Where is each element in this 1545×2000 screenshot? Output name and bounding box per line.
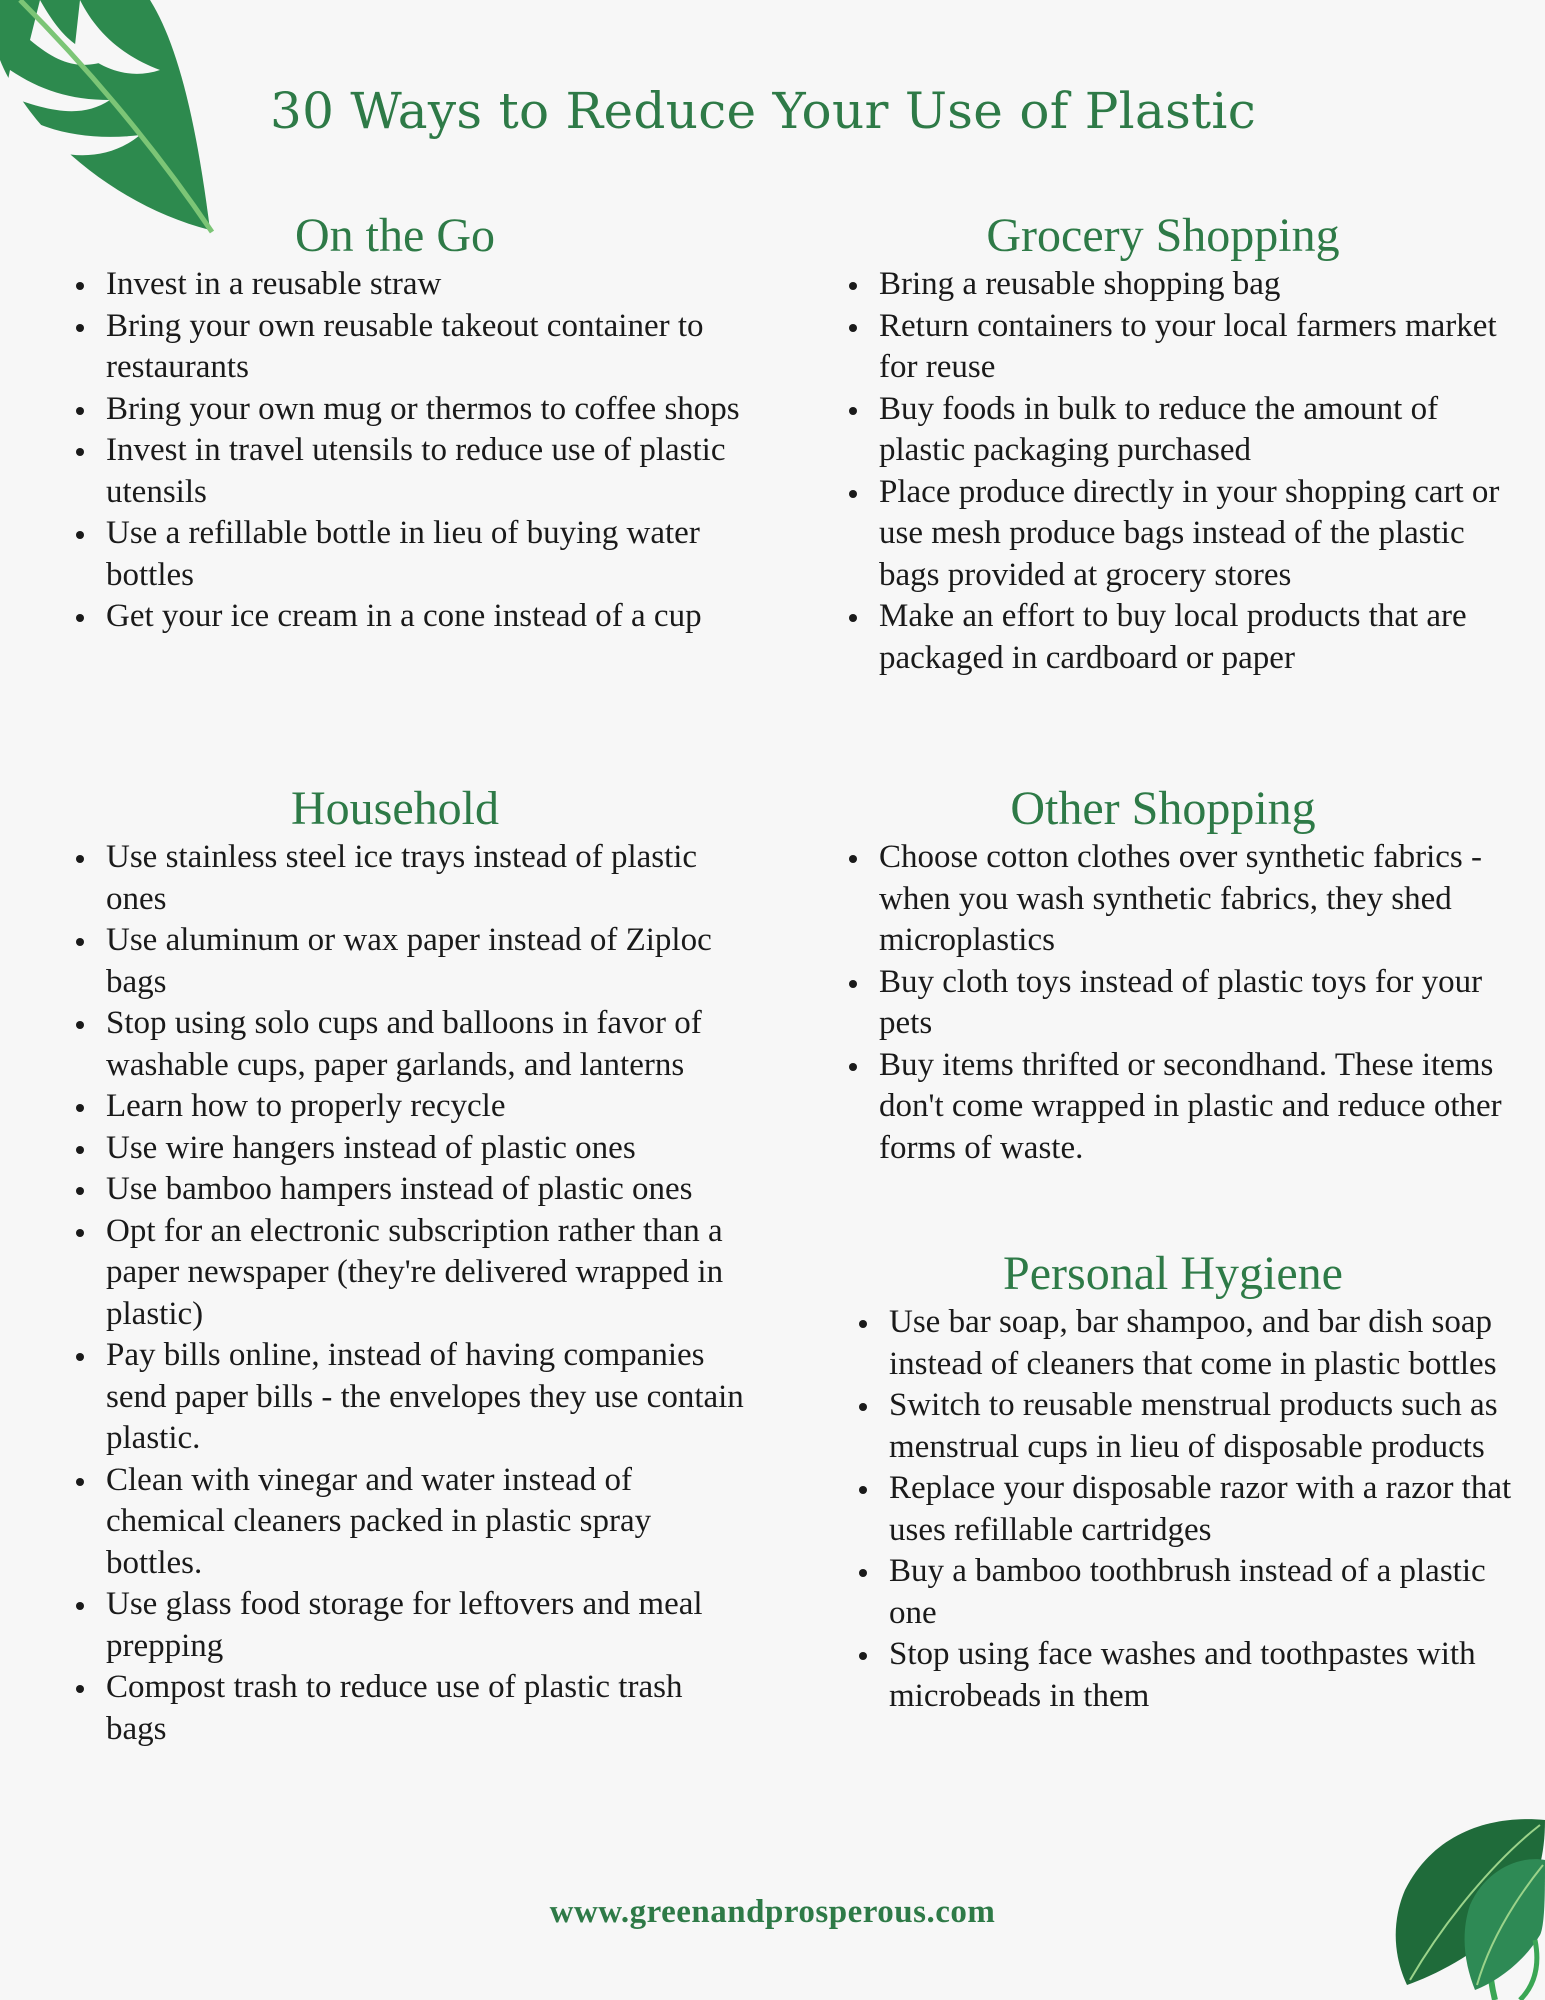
section-heading: Other Shopping [1010,782,1316,835]
list-item: Learn how to properly recycle [106,1086,750,1128]
list-item: Bring your own reusable takeout container to restaurants [106,306,740,389]
tip-list [70,837,750,1750]
list-item: Opt for an electronic subscription rather than a paper newspaper (they're delivered wrapped in plastic) [106,1211,750,1336]
section-personal-hygiene [853,1246,1533,1717]
tip-list [843,264,1523,679]
list-item: Buy a bamboo toothbrush instead of a plastic one [889,1551,1533,1634]
list-item: Clean with vinegar and water instead of chemical cleaners packed in plastic spray bottles. [106,1460,750,1585]
list-item: Buy foods in bulk to reduce the amount of plastic packaging purchased [879,389,1523,472]
tip-list [70,264,740,638]
tip-list [853,1302,1533,1717]
section-heading: On the Go [295,209,495,262]
list-item: Pay bills online, instead of having companies send paper bills - the envelopes they use contain plastic. [106,1335,750,1460]
list-item: Place produce directly in your shopping cart or use mesh produce bags instead of the plastic bags provided at grocery stores [879,472,1523,597]
list-item: Use bar soap, bar shampoo, and bar dish soap instead of cleaners that come in plastic bottles [889,1302,1533,1385]
list-item: Bring your own mug or thermos to coffee shops [106,389,740,431]
list-item: Buy items thrifted or secondhand. These items don't come wrapped in plastic and reduce other forms of waste. [879,1045,1523,1170]
list-item: Return containers to your local farmers market for reuse [879,306,1523,389]
list-item: Invest in travel utensils to reduce use of plastic utensils [106,430,740,513]
section-heading: Household [291,782,499,835]
elephant-ear-leaf-icon [1345,1740,1545,2000]
list-item: Stop using face washes and toothpastes with microbeads in them [889,1634,1533,1717]
list-item: Buy cloth toys instead of plastic toys for your pets [879,962,1523,1045]
section-heading: Personal Hygiene [1003,1247,1343,1300]
list-item: Make an effort to buy local products that are packaged in cardboard or paper [879,596,1523,679]
list-item: Bring a reusable shopping bag [879,264,1523,306]
section-household [70,781,750,1750]
section-on-the-go [70,208,740,638]
list-item: Use glass food storage for leftovers and meal prepping [106,1584,750,1667]
website-url: www.greenandprosperous.com [549,1894,996,1930]
tip-list [843,837,1523,1169]
monstera-leaf-icon [0,0,220,240]
list-item: Get your ice cream in a cone instead of a cup [106,596,740,638]
list-item: Use bamboo hampers instead of plastic ones [106,1169,750,1211]
section-heading: Grocery Shopping [986,209,1340,262]
list-item: Use aluminum or wax paper instead of Ziploc bags [106,920,750,1003]
list-item: Invest in a reusable straw [106,264,740,306]
list-item: Switch to reusable menstrual products such as menstrual cups in lieu of disposable products [889,1385,1533,1468]
list-item: Use wire hangers instead of plastic ones [106,1128,750,1170]
list-item: Stop using solo cups and balloons in favor of washable cups, paper garlands, and lanterns [106,1003,750,1086]
section-other-shopping [843,781,1523,1169]
list-item: Choose cotton clothes over synthetic fabrics - when you wash synthetic fabrics, they shed microplastics [879,837,1523,962]
list-item: Use a refillable bottle in lieu of buying water bottles [106,513,740,596]
page-title: 30 Ways to Reduce Your Use of Plastic [270,82,1257,140]
section-grocery-shopping [843,208,1523,679]
list-item: Replace your disposable razor with a razor that uses refillable cartridges [889,1468,1533,1551]
list-item: Use stainless steel ice trays instead of plastic ones [106,837,750,920]
list-item: Compost trash to reduce use of plastic trash bags [106,1667,750,1750]
